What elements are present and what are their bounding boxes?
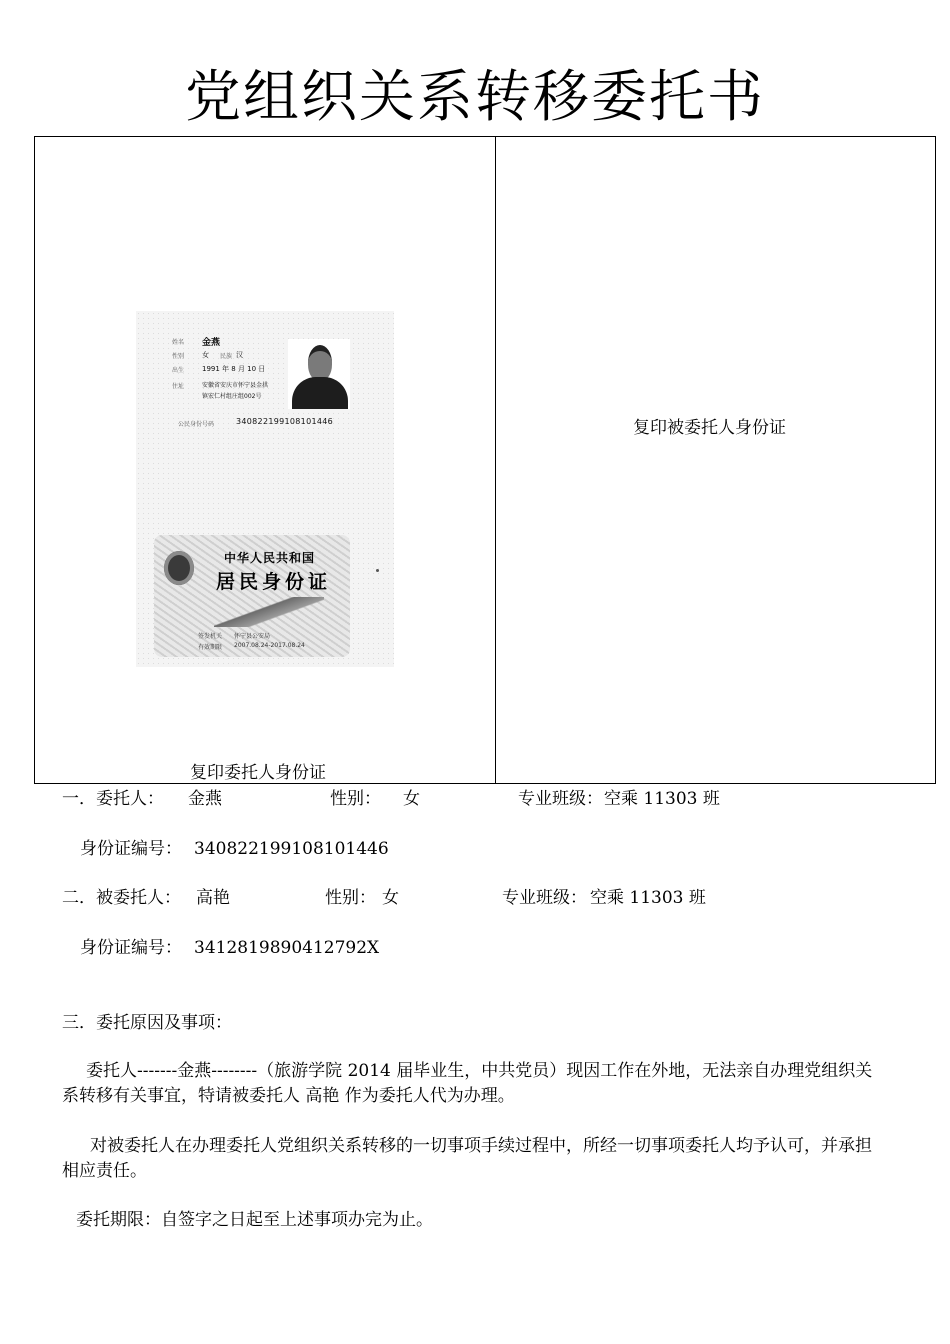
principal-class-label: 专业班级： bbox=[518, 789, 603, 809]
card-name-label: 姓名 bbox=[172, 339, 185, 346]
reason-paragraph: 委托人-------金燕--------（旅游学院 2014 届毕业生，中共党员）现因工作在外地，无法亲自办理党组织关系转移有关事宜，特请被委托人 高艳 作为委托人代为办理。 bbox=[62, 1061, 873, 1106]
agent-id-cell bbox=[496, 137, 935, 783]
great-wall-graphic bbox=[214, 597, 324, 627]
scan-speck bbox=[376, 569, 379, 572]
liability-paragraph: 对被委托人在办理委托人党组织关系转移的一切事项手续过程中，所经一切事项委托人均予认可，并承担相应责任。 bbox=[62, 1136, 872, 1181]
card-gender: 女 bbox=[202, 351, 209, 359]
agent-class-label: 专业班级： bbox=[502, 888, 587, 908]
id-card-front bbox=[154, 535, 350, 657]
principal-id-cell bbox=[35, 137, 496, 783]
card-id-number: 340822199108101446 bbox=[236, 417, 334, 426]
agent-heading: 二．被委托人： bbox=[62, 888, 181, 908]
national-emblem-icon bbox=[164, 551, 194, 585]
card-country: 中华人民共和国 bbox=[224, 551, 316, 565]
card-address-line2: 镇宏仁村组庄组002号 bbox=[202, 393, 262, 400]
card-validity-label: 有效期限 bbox=[198, 644, 223, 651]
card-gender-label: 性别 bbox=[172, 353, 185, 360]
card-portrait bbox=[288, 339, 350, 409]
agent-class: 空乘 11303 班 bbox=[590, 888, 706, 908]
agent-gender: 女 bbox=[382, 888, 399, 908]
agent-name: 高艳 bbox=[196, 888, 230, 908]
card-issuer-label: 签发机关 bbox=[198, 633, 223, 640]
principal-id-number: 340822199108101446 bbox=[194, 839, 389, 859]
card-ethnicity: 汉 bbox=[236, 351, 243, 359]
card-ethnicity-label: 民族 bbox=[220, 353, 233, 360]
card-issuer: 怀宁县公安局 bbox=[234, 633, 271, 640]
principal-heading: 一．委托人： bbox=[62, 789, 164, 809]
principal-gender-label: 性别： bbox=[330, 789, 381, 809]
card-address-line1: 安徽省安庆市怀宁县金拱 bbox=[202, 382, 269, 389]
principal-name: 金燕 bbox=[188, 789, 222, 809]
principal-id-label: 身份证编号： bbox=[80, 839, 182, 859]
card-address-label: 住址 bbox=[172, 383, 185, 390]
card-birth: 1991 年 8 月 10 日 bbox=[202, 365, 266, 373]
agent-id-number: 3412819890412792X bbox=[194, 938, 380, 958]
id-card-back bbox=[136, 311, 394, 451]
principal-class: 空乘 11303 班 bbox=[604, 789, 720, 809]
portrait-body bbox=[292, 377, 348, 409]
agent-id-label: 身份证编号： bbox=[80, 938, 182, 958]
card-title: 居民身份证 bbox=[216, 571, 332, 593]
id-card-photocopy bbox=[136, 311, 394, 667]
agent-id-caption: 复印被委托人身份证 bbox=[633, 418, 786, 438]
portrait-head bbox=[308, 345, 332, 381]
term-paragraph: 委托期限：自签字之日起至上述事项办完为止。 bbox=[76, 1210, 433, 1230]
card-id-label: 公民身份号码 bbox=[178, 421, 215, 428]
principal-id-caption: 复印委托人身份证 bbox=[190, 763, 326, 783]
principal-gender: 女 bbox=[403, 789, 420, 809]
card-birth-label: 出生 bbox=[172, 367, 185, 374]
agent-gender-label: 性别： bbox=[325, 888, 376, 908]
card-validity: 2007.08.24-2017.08.24 bbox=[234, 642, 305, 649]
card-name: 金燕 bbox=[202, 338, 221, 348]
reason-heading: 三．委托原因及事项： bbox=[62, 1013, 232, 1033]
id-copy-table bbox=[34, 136, 936, 784]
document-title: 党组织关系转移委托书 bbox=[185, 65, 765, 130]
